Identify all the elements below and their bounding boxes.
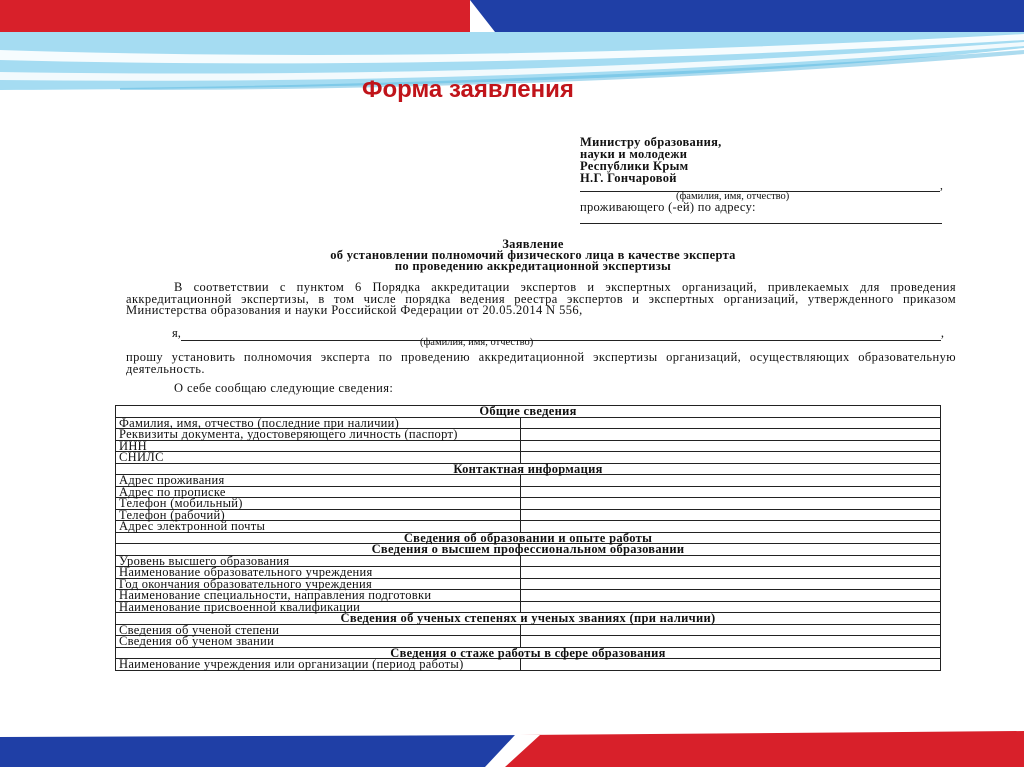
table-row-label: Наименование образовательного учреждения [116, 567, 521, 579]
table-row-value-field[interactable] [521, 555, 941, 567]
table-row-label: Сведения об ученой степени [116, 624, 521, 636]
fio-caption: (фамилия, имя, отчество) [676, 191, 790, 202]
table-section-heading: Сведения об образовании и опыте работы [116, 532, 941, 544]
heading-line: Заявление [502, 237, 564, 251]
table-row-value-field[interactable] [521, 509, 941, 521]
table-row-label: Телефон (рабочий) [116, 509, 521, 521]
addressee-line: науки и молодежи [580, 147, 688, 161]
table-section-heading: Сведения об ученых степенях и ученых званиях (при наличии) [116, 613, 941, 625]
table-row-label: СНИЛС [116, 452, 521, 464]
applicant-info-table [115, 405, 941, 671]
table-row-label: Год окончания образовательного учреждения [116, 578, 521, 590]
address-field-line [580, 212, 942, 224]
applicant-fio-line: я, , [172, 326, 944, 340]
table-row-label: Телефон (мобильный) [116, 498, 521, 510]
table-row-label: ИНН [116, 440, 521, 452]
application-heading [168, 239, 898, 272]
table-row [116, 429, 941, 441]
i-prefix: я, [172, 326, 181, 340]
addressee-block [580, 136, 960, 184]
table-section-row [116, 463, 941, 475]
table-row-label: Уровень высшего образования [116, 555, 521, 567]
paragraph-request: прошу установить полномочия эксперта по проведению аккредитационной экспертизы организаций, осуществляющих образовательную деятельность. [126, 350, 956, 376]
table-section-heading: Контактная информация [116, 463, 941, 475]
table-row-value-field[interactable] [521, 440, 941, 452]
addressee-line: Н.Г. Гончаровой [580, 171, 677, 185]
table-row-label: Фамилия, имя, отчество (последние при наличии) [116, 417, 521, 429]
table-section-heading: Сведения о стаже работы в сфере образования [116, 647, 941, 659]
table-row-label: Наименование специальности, направления подготовки [116, 590, 521, 602]
table-row [116, 475, 941, 487]
table-row-value-field[interactable] [521, 429, 941, 441]
table-section-heading: Сведения о высшем профессиональном образовании [116, 544, 941, 556]
bottom-banner [0, 731, 1024, 767]
heading-line: по проведению аккредитационной экспертизы [394, 259, 672, 273]
table-row-label: Наименование присвоенной квалификации [116, 601, 521, 613]
table-row-label: Адрес электронной почты [116, 521, 521, 533]
table-row-label: Адрес по прописке [116, 486, 521, 498]
table-section-heading: Общие сведения [116, 406, 941, 418]
table-row-value-field[interactable] [521, 417, 941, 429]
table-row [116, 659, 941, 671]
table-row-value-field[interactable] [521, 567, 941, 579]
table-row-label: Адрес проживания [116, 475, 521, 487]
slide-title: Форма заявления [362, 76, 574, 103]
fio-caption-applicant: (фамилия, имя, отчество) [420, 337, 534, 348]
table-row [116, 498, 941, 510]
table-row-label: Реквизиты документа, удостоверяющего личность (паспорт) [116, 429, 521, 441]
table-row-value-field[interactable] [521, 498, 941, 510]
table-row-value-field[interactable] [521, 624, 941, 636]
fio-field-line: , [580, 180, 943, 192]
application-document [108, 130, 956, 735]
table-row-value-field[interactable] [521, 590, 941, 602]
heading-line: об установлении полномочий физического лица в качестве эксперта [330, 248, 736, 262]
table-row-label: Наименование учреждения или организации (период работы) [116, 659, 521, 671]
table-row-value-field[interactable] [521, 578, 941, 590]
table-row-value-field[interactable] [521, 486, 941, 498]
addressee-line: Республики Крым [580, 159, 689, 173]
paragraph-legal-basis: В соответствии с пунктом 6 Порядка аккредитации экспертов и экспертных организаций, привлекаемых для проведения аккредитационной экспертизы, в том числе порядка ведения реестра экспертов и экспертных организаций, утвержденного приказом Министерства образования и науки Российской Федерации от 20.05.2014 N 556, [126, 280, 956, 317]
table-row-value-field[interactable] [521, 659, 941, 671]
residing-label: проживающего (-ей) по адресу: [580, 200, 756, 214]
table-row-value-field[interactable] [521, 475, 941, 487]
paragraph-info-intro: О себе сообщаю следующие сведения: [174, 381, 394, 395]
table-row-label: Сведения об ученом звании [116, 636, 521, 648]
addressee-line: Министру образования, [580, 135, 722, 149]
table-row [116, 440, 941, 452]
